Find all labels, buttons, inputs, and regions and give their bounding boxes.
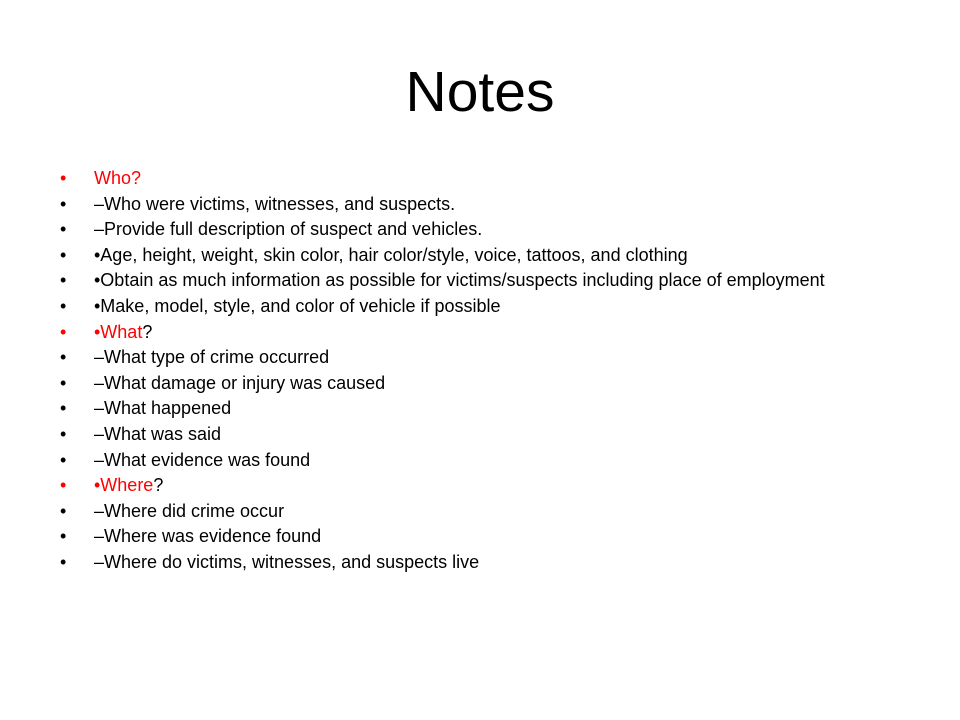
bullet-marker: • — [60, 475, 67, 496]
bullet-text: •Obtain as much information as possible for victims/suspects including place of employment — [94, 270, 825, 291]
bullet-item — [60, 501, 860, 522]
bullet-text: •Make, model, style, and color of vehicle if possible — [94, 295, 501, 316]
bullet-text: –What was said — [94, 423, 222, 444]
bullet-text: –Who were victims, witnesses, and suspects. — [94, 193, 456, 214]
bullet-heading-text: •What — [94, 321, 143, 342]
bullet-item — [60, 475, 860, 496]
bullet-marker: • — [60, 398, 67, 419]
bullet-item — [60, 398, 860, 419]
bullet-item — [60, 526, 860, 547]
bullet-marker: • — [60, 449, 67, 470]
bullet-item — [60, 347, 860, 368]
bullet-item — [60, 168, 860, 189]
bullet-marker: • — [60, 270, 67, 291]
bullet-heading-text: Who? — [94, 168, 142, 188]
bullet-item — [60, 296, 860, 317]
bullet-text: –Where was evidence found — [94, 526, 322, 547]
bullet-marker: • — [60, 219, 67, 240]
bullet-list — [60, 168, 860, 578]
bullet-text: •Age, height, weight, skin color, hair color/style, voice, tattoos, and clothing — [94, 244, 688, 265]
bullet-marker: • — [60, 295, 67, 316]
bullet-text: ? — [142, 321, 153, 342]
bullet-text: –Where did crime occur — [94, 500, 285, 521]
bullet-item — [60, 552, 860, 573]
bullet-item — [60, 270, 860, 291]
bullet-text: –Provide full description of suspect and vehicles. — [94, 219, 483, 240]
bullet-text: –What damage or injury was caused — [94, 372, 386, 393]
bullet-marker: • — [60, 244, 67, 265]
bullet-marker: • — [60, 168, 67, 188]
bullet-marker: • — [60, 321, 67, 342]
bullet-item — [60, 322, 860, 343]
bullet-text: –Where do victims, witnesses, and suspects live — [94, 551, 480, 572]
bullet-marker: • — [60, 423, 67, 444]
bullet-item — [60, 450, 860, 471]
bullet-marker: • — [60, 372, 67, 393]
slide-title: Notes — [405, 60, 555, 124]
bullet-item — [60, 245, 860, 266]
bullet-marker: • — [60, 193, 67, 214]
bullet-text: –What type of crime occurred — [94, 347, 330, 368]
bullet-text: ? — [153, 475, 164, 496]
bullet-marker: • — [60, 526, 67, 547]
bullet-marker: • — [60, 500, 67, 521]
bullet-item — [60, 194, 860, 215]
bullet-marker: • — [60, 551, 67, 572]
bullet-text: –What evidence was found — [94, 449, 311, 470]
bullet-item — [60, 373, 860, 394]
bullet-text: –What happened — [94, 398, 232, 419]
bullet-marker: • — [60, 347, 67, 368]
bullet-item — [60, 424, 860, 445]
bullet-heading-text: •Where — [94, 475, 154, 496]
bullet-item — [60, 219, 860, 240]
